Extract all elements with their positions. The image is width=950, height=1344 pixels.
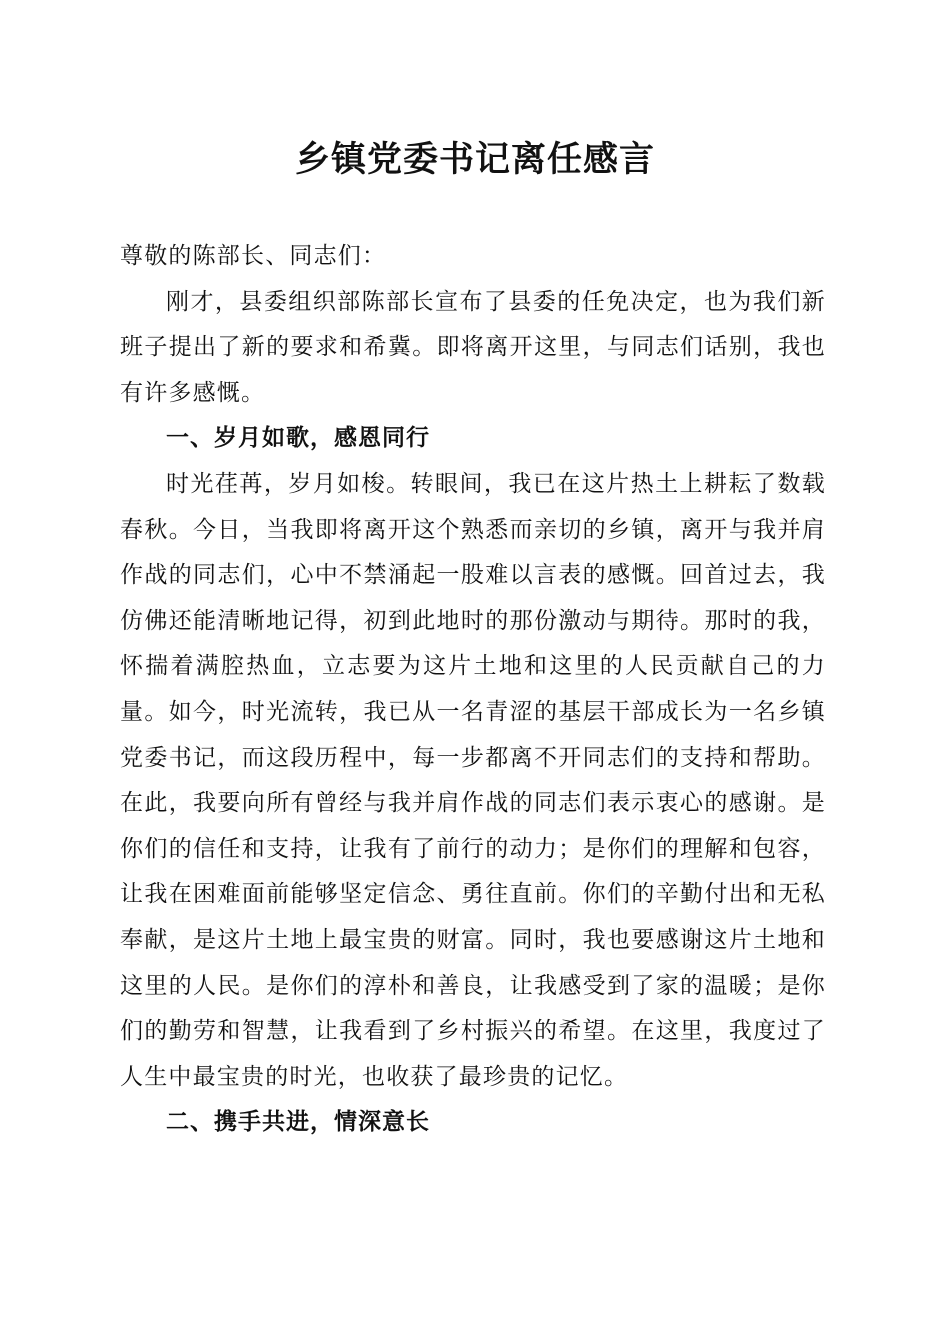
intro-paragraph: 刚才，县委组织部陈部长宣布了县委的任免决定，也为我们新班子提出了新的要求和希冀。即将离开这里，与同志们话别，我也有许多感慨。 <box>120 288 826 406</box>
section-1-paragraph: 时光荏苒，岁月如梭。转眼间，我已在这片热土上耕耘了数载春秋。今日，当我即将离开这个熟悉而亲切的乡镇，离开与我并肩作战的同志们，心中不禁涌起一股难以言表的感慨。回首过去，我仿佛还能清晰地记得，初到此地时的那份激动与期待。那时的我，怀揣着满腔热血，立志要为这片土地和这里的人民贡献自己的力量。如今，时光流转，我已从一名青涩的基层干部成长为一名乡镇党委书记，而这段历程中，每一步都离不开同志们的支持和帮助。在此，我要向所有曾经与我并肩作战的同志们表示衷心的感谢。是你们的信任和支持，让我有了前行的动力；是你们的理解和包容，让我在困难面前能够坚定信念、勇往直前。你们的辛勤付出和无私奉献，是这片土地上最宝贵的财富。同时，我也要感谢这片土地和这里的人民。是你们的淳朴和善良，让我感受到了家的温暖；是你们的勤劳和智慧，让我看到了乡村振兴的希望。在这里，我度过了人生中最宝贵的时光，也收获了最珍贵的记忆。 <box>120 470 826 1090</box>
section-heading-1: 一、岁月如歌，感恩同行 <box>166 425 430 452</box>
salutation: 尊敬的陈部长、同志们： <box>120 243 387 269</box>
section-heading-2: 二、携手共进，情深意长 <box>166 1109 430 1136</box>
document-body <box>120 234 826 1146</box>
document-title: 乡镇党委书记离任感言 <box>294 139 655 180</box>
